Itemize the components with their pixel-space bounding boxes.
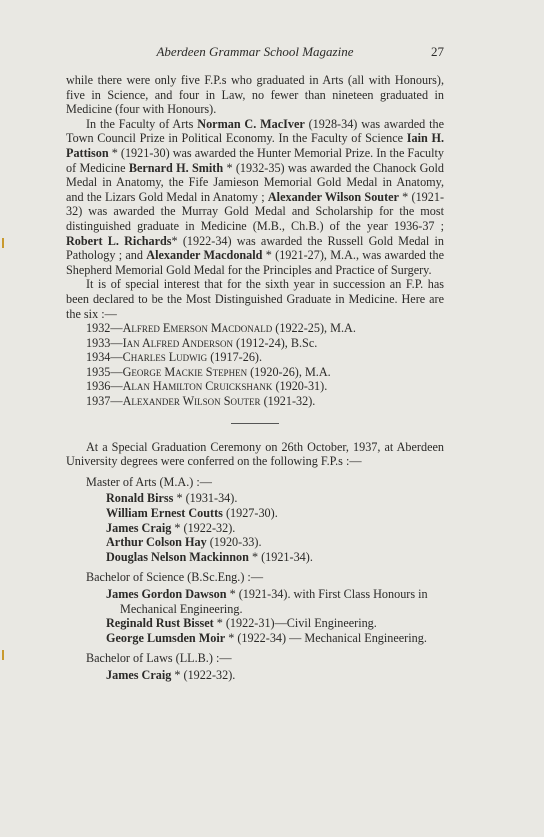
paragraph-graduation: At a Special Graduation Ceremony on 26th October, 1937, at Aberdeen University degrees were conferred on the following F.P.s :—	[66, 439, 444, 469]
graduate-year: 1937—	[86, 394, 123, 409]
graduate-details: * (1921-34). with First Class Honours in Mechanical Engineering.	[120, 587, 428, 616]
distinguished-graduates-list	[86, 321, 444, 409]
graduate-details: (1917-26).	[207, 350, 263, 365]
person-name: Alexander Macdonald	[146, 248, 263, 263]
graduate-details: (1920-26), M.A.	[247, 364, 331, 379]
text-run: * (1932-35) was awarded the Chanock Gold Medal in Anatomy, the Fife Jamieson Memorial Gold Medal in Anatomy, and the Lizars Gold Medal in Anatomy ;	[66, 160, 444, 204]
graduate-details: * (1921-34).	[248, 549, 313, 564]
article-body	[66, 73, 444, 683]
graduate-name: Ronald Birss	[106, 491, 174, 506]
text-run: * (1921-30) was awarded the Hunter Memorial Prize. In the Faculty of Medicine	[66, 145, 444, 175]
graduate-details: * (1922-34) — Mechanical Engineering.	[225, 630, 427, 645]
graduate-name: James Craig	[106, 667, 172, 682]
graduate-details: (1921-32).	[260, 394, 316, 409]
graduate-details: (1920-31).	[272, 379, 328, 394]
graduate-year: 1936—	[86, 379, 123, 394]
person-name: Alexander Wilson Souter	[267, 189, 399, 204]
list-item	[86, 365, 444, 380]
graduate-details: (1920-33).	[206, 535, 262, 550]
page-number: 27	[431, 44, 444, 59]
graduate-details: * (1922-31)—Civil Engineering.	[213, 616, 377, 631]
text-run: (1928-34) was awarded the Town Council Prize in Political Economy. In the Faculty of Science	[66, 116, 444, 146]
graduate-name: George Mackie Stephen	[122, 364, 248, 379]
text-run: * (1921-32) was awarded the Murray Gold Medal and Scholarship for the most distinguished graduate in Medicine (M.B., Ch.B.) of the year 1936-37 ;	[66, 189, 445, 233]
person-name: Iain H. Pattison	[66, 131, 444, 160]
degree-heading: Bachelor of Science (B.Sc.Eng.) :—	[86, 570, 264, 585]
graduate-name: Alan Hamilton Cruickshank	[122, 379, 273, 394]
graduate-name: Ian Alfred Anderson	[122, 335, 233, 350]
list-item	[86, 394, 444, 409]
list-item	[106, 491, 444, 506]
graduate-list	[106, 491, 444, 564]
list-item	[86, 321, 444, 336]
paragraph-prizes	[66, 117, 444, 278]
person-name: Norman C. MacIver	[197, 116, 305, 131]
margin-mark	[2, 238, 4, 248]
graduate-year: 1932—	[86, 321, 123, 336]
graduate-details: (1922-25), M.A.	[272, 321, 356, 336]
graduate-name: Charles Ludwig	[122, 350, 208, 365]
text-run: * (1921-27), M.A., was awarded the Shepherd Memorial Gold Medal for the Principles and Practice of Surgery.	[66, 248, 444, 277]
graduate-details: * (1922-32).	[171, 667, 236, 682]
list-item	[106, 616, 444, 631]
graduate-details: * (1931-34).	[173, 491, 238, 506]
graduate-details: * (1922-32).	[171, 520, 236, 535]
graduate-year: 1934—	[86, 350, 123, 365]
graduate-name: Reginald Rust Bisset	[106, 616, 214, 631]
degree-heading: Bachelor of Laws (LL.B.) :—	[86, 651, 232, 666]
text-run: * (1922-34) was awarded the Russell Gold Medal in Pathology ; and	[66, 233, 444, 263]
list-item	[86, 379, 444, 394]
degrees-list	[66, 475, 444, 683]
graduate-name: William Ernest Coutts	[106, 506, 223, 521]
page-header	[66, 44, 444, 64]
graduate-list	[106, 587, 444, 645]
person-name: Robert L. Richards	[66, 233, 172, 248]
graduate-name: James Gordon Dawson	[106, 587, 227, 601]
graduate-list	[106, 668, 444, 683]
list-item	[106, 521, 444, 536]
list-item	[106, 535, 444, 550]
list-item	[106, 550, 444, 565]
graduate-name: Arthur Colson Hay	[106, 535, 207, 550]
list-item	[86, 336, 444, 351]
graduate-name: George Lumsden Moir	[106, 630, 226, 645]
margin-mark	[2, 650, 4, 660]
section-divider	[231, 423, 279, 424]
running-title: Aberdeen Grammar School Magazine	[156, 44, 354, 59]
person-name: Bernard H. Smith	[128, 160, 224, 175]
list-item	[86, 350, 444, 365]
graduate-name: Douglas Nelson Mackinnon	[106, 549, 249, 564]
list-item	[106, 668, 444, 683]
graduate-year: 1935—	[86, 364, 123, 379]
graduate-details: (1927-30).	[222, 506, 278, 521]
graduate-name: James Craig	[106, 520, 172, 535]
graduate-name: Alexander Wilson Souter	[122, 394, 261, 409]
list-item	[106, 631, 444, 646]
graduate-name: Alfred Emerson Macdonald	[122, 321, 273, 336]
graduate-year: 1933—	[86, 335, 123, 350]
paragraph-distinguished: It is of special interest that for the sixth year in succession an F.P. has been declared to be the Most Distinguished Graduate in Medicine. Here are the six :—	[66, 277, 444, 321]
degree-heading: Master of Arts (M.A.) :—	[86, 474, 212, 489]
paragraph-intro: while there were only five F.P.s who graduated in Arts (all with Honours), five in Science, and four in Law, no fewer than nineteen graduated in Medicine (four with Honours).	[66, 73, 444, 117]
list-item	[106, 506, 444, 521]
list-item	[106, 587, 444, 616]
graduate-details: (1912-24), B.Sc.	[232, 335, 318, 350]
text-run: In the Faculty of Arts	[86, 116, 198, 131]
